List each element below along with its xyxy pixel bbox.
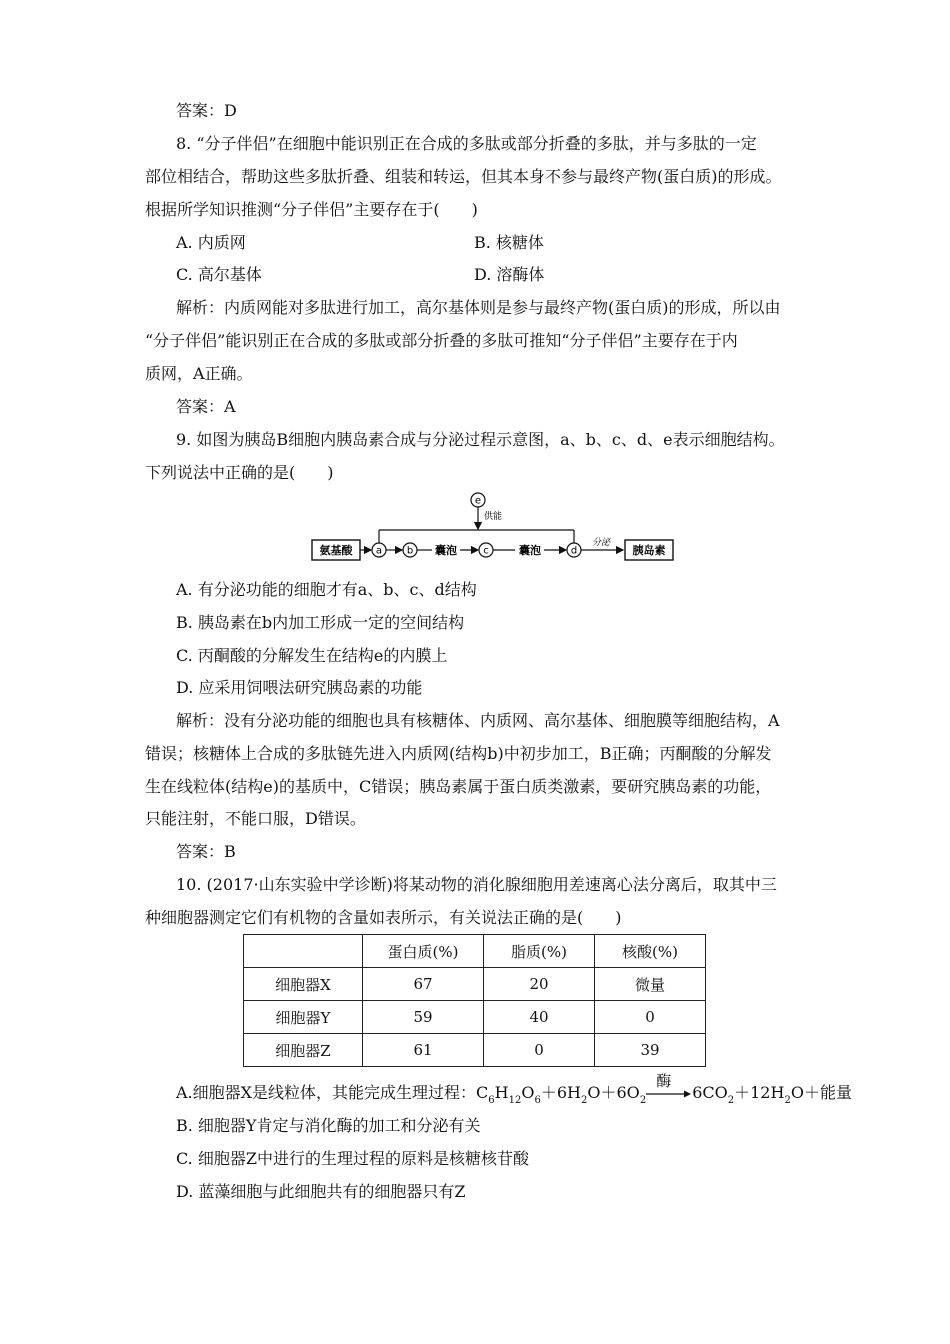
- q10-option-a-text: A.细胞器X是线粒体，其能完成生理过程：: [176, 1083, 477, 1102]
- q8-option-c: C. 高尔基体: [176, 265, 262, 284]
- table-cell: 61: [363, 1034, 484, 1067]
- q9-stem-line2: 下列说法中正确的是( ): [145, 463, 334, 482]
- q9-option-b: B. 胰岛素在b内加工形成一定的空间结构: [176, 613, 465, 632]
- q10-stem-line2: 种细胞器测定它们有机物的含量如表所示，有关说法正确的是( ): [145, 908, 622, 927]
- q8-stem-line3: 根据所学知识推测“分子伴侣”主要存在于( ): [145, 200, 478, 219]
- table-cell: 39: [595, 1034, 706, 1067]
- table-cell: 细胞器Y: [244, 1001, 363, 1034]
- node-a-label: a: [375, 545, 383, 557]
- q9-option-c: C. 丙酮酸的分解发生在结构e的内膜上: [176, 646, 448, 665]
- q8-stem-line2: 部位相结合，帮助这些多肽折叠、组装和转运，但其本身不参与最终产物(蛋白质)的形成。: [145, 167, 782, 186]
- enzyme-arrow: [646, 1072, 692, 1104]
- formula: $C_6H_{12}O_6+6H_2O+6O_2$ 酶 $6CO_2+12H_2O+$能量: [476, 1072, 852, 1106]
- q9-analysis-line3: 生在线粒体(结构e)的基质中，C错误；胰岛素属于蛋白质类激素，要研究胰岛素的功能，: [145, 777, 772, 796]
- q9-stem-line1: 9. 如图为胰岛B细胞内胰岛素合成与分泌过程示意图，a、b、c、d、e表示细胞结构。: [176, 430, 785, 449]
- q10-option-d: D. 蓝藻细胞与此细胞共有的细胞器只有Z: [176, 1182, 466, 1201]
- organelle-table: [243, 934, 706, 1067]
- vesicle2-label: 囊泡: [519, 544, 541, 557]
- q10-stem-line1: 10. (2017·山东实验中学诊断)将某动物的消化腺细胞用差速离心法分离后，取其中三: [176, 875, 777, 894]
- q8-answer: 答案：A: [176, 397, 236, 416]
- amino-acid-label: 氨基酸: [319, 544, 353, 557]
- q9-analysis-line1: 解析：没有分泌功能的细胞也具有核糖体、内质网、高尔基体、细胞膜等细胞结构，A: [176, 711, 780, 730]
- table-cell: 20: [484, 968, 595, 1001]
- q7-answer: 答案：D: [176, 101, 237, 120]
- table-header-cell: 脂质(%): [484, 935, 595, 968]
- node-c-label: c: [483, 545, 489, 557]
- q9-analysis-line2: 错误；核糖体上合成的多肽链先进入内质网(结构b)中初步加工，B正确；丙酮酸的分解发: [145, 744, 772, 763]
- table-header-row: [244, 935, 706, 968]
- vesicle1-label: 囊泡: [435, 544, 457, 557]
- table-row: [244, 968, 706, 1001]
- table-cell: 59: [363, 1001, 484, 1034]
- q8-option-b: B. 核糖体: [474, 233, 544, 252]
- table-cell: 0: [484, 1034, 595, 1067]
- table-cell: 0: [595, 1001, 706, 1034]
- table-header-cell: 蛋白质(%): [363, 935, 484, 968]
- table-row: [244, 1034, 706, 1067]
- secretion-pathway-diagram: [310, 488, 680, 570]
- enzyme-label: 酶: [656, 1072, 672, 1090]
- q9-option-d: D. 应采用饲喂法研究胰岛素的功能: [176, 678, 423, 697]
- q9-answer: 答案：B: [176, 842, 236, 861]
- q8-analysis-line3: 质网，A正确。: [145, 364, 253, 383]
- q8-stem-line1: 8. “分子伴侣”在细胞中能识别正在合成的多肽或部分折叠的多肽，并与多肽的一定: [176, 134, 757, 153]
- insulin-label: 胰岛素: [632, 544, 666, 557]
- q9-analysis-line4: 只能注射，不能口服，D错误。: [145, 809, 366, 828]
- secrete-label: 分泌: [591, 538, 611, 548]
- q8-option-a: A. 内质网: [176, 233, 246, 252]
- q8-option-d: D. 溶酶体: [474, 265, 545, 284]
- q9-option-a: A. 有分泌功能的细胞才有a、b、c、d结构: [176, 580, 477, 599]
- q10-option-a: [176, 1072, 852, 1112]
- table-cell: 微量: [595, 968, 706, 1001]
- table-cell: 40: [484, 1001, 595, 1034]
- q8-analysis-line1: 解析：内质网能对多肽进行加工，高尔基体则是参与最终产物(蛋白质)的形成，所以由: [176, 298, 781, 317]
- table-cell: 67: [363, 968, 484, 1001]
- node-e-label: e: [474, 495, 482, 507]
- table-row: [244, 1001, 706, 1034]
- q8-analysis-line2: “分子伴侣”能识别正在合成的多肽或部分折叠的多肽可推知“分子伴侣”主要存在于内: [145, 331, 738, 350]
- table-cell: 细胞器Z: [244, 1034, 363, 1067]
- q10-option-b: B. 细胞器Y肯定与消化酶的加工和分泌有关: [176, 1116, 481, 1135]
- node-d-label: d: [570, 545, 578, 557]
- q10-option-c: C. 细胞器Z中进行的生理过程的原料是核糖核苷酸: [176, 1149, 529, 1168]
- table-cell: 细胞器X: [244, 968, 363, 1001]
- energy-label: 供能: [484, 512, 503, 522]
- table-header-cell: 核酸(%): [595, 935, 706, 968]
- table-header-cell: [244, 935, 363, 968]
- node-b-label: b: [406, 545, 414, 557]
